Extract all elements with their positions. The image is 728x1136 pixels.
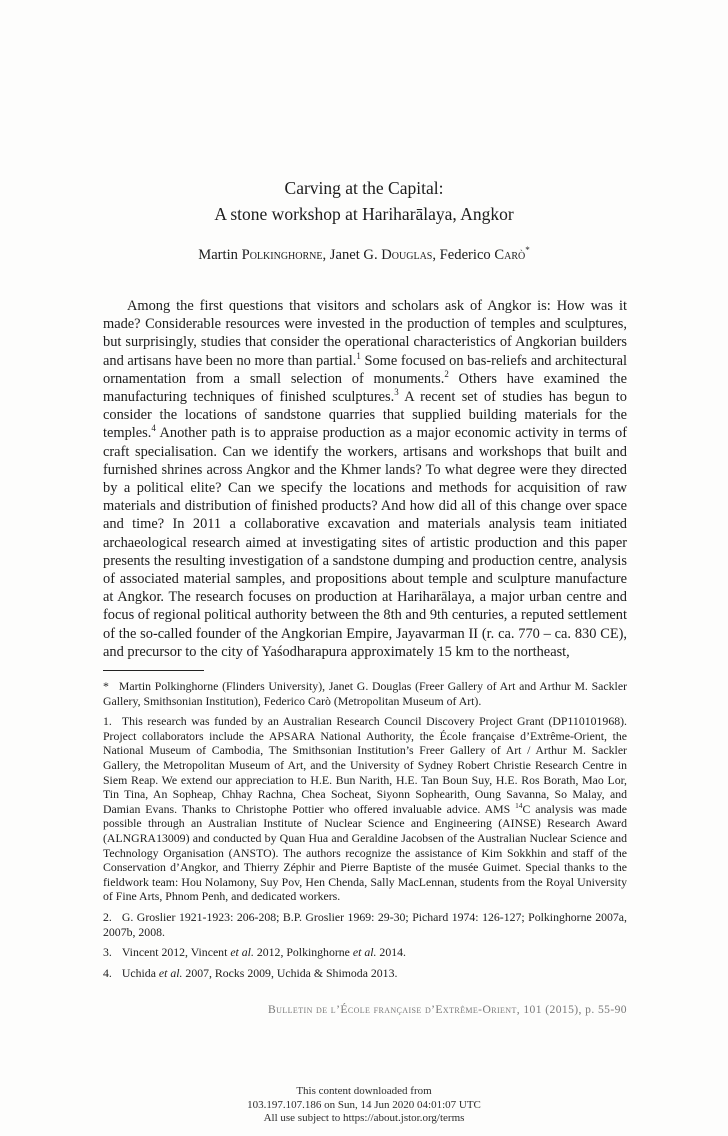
- footnote-marker: 4.: [103, 965, 112, 980]
- footnote-divider: [103, 670, 204, 671]
- footnote-asterisk: [103, 679, 627, 708]
- paper-title-line-1: Carving at the Capital:: [284, 178, 444, 198]
- footnote-marker: 2.: [103, 909, 112, 924]
- journal-name: Bulletin de l’École française d’Extrême-Orient: [268, 1003, 517, 1016]
- footnote-3: [103, 945, 627, 960]
- footnote-text: Uchida et al. 2007, Rocks 2009, Uchida & Shimoda 2013.: [121, 965, 398, 980]
- footnote-marker: 3.: [103, 945, 112, 960]
- body-paragraph: Among the first questions that visitors and scholars ask of Angkor is: How was it made? Considerable resources were invested in the production of temples and sculptures, but surprisingly, studies that consider the operational characteristics of Angkorian builders and artisans have been no more than partial.$^1$ Some focused on bas-reliefs and architectural ornamentation from a small selection of monuments.$^2$ Others have examined the manufacturing techniques of finished sculptures.$^3$ A recent set of studies has begun to consider the locations of sandstone quarries that supplied building materials for the temples.$^4$ Another path is to appraise production as a major economic activity in terms of craft specialisation. Can we identify the workers, artisans and workshops that built and furnished shrines across Angkor and the Khmer lands? To what degree were they directed by a political elite? Can we specify the locations and methods for acquisition of raw materials and distribution of finished products? And how did all of this change over space and time? In 2011 a collaborative excavation and materials analysis team initiated archaeological research aimed at investigating sites of artistic production and this paper presents the resulting investigation of a sandstone dumping and production centre, analysis of associated material samples, and propositions about temple and sculpture manufacture at Angkor. The research focuses on production at Hariharālaya, a major urban centre and focus of regional political authority between the 8th and 9th centuries, a reputed settlement of the so-called founder of the Angkorian Empire, Jayavarman II (r. ca. 770 – ca. 830 CE), and precursor to the city of Yaśodharapura approximately 15 km to the northeast,: [103, 298, 628, 660]
- jstor-footer: [0, 1085, 728, 1126]
- jstor-downloaded-from-line: This content downloaded from: [296, 1085, 432, 1097]
- footnotes-section: [103, 679, 627, 986]
- journal-issue-pages: , 101 (2015), p. 55-90: [516, 1003, 627, 1016]
- journal-citation: [103, 1003, 627, 1016]
- footnote-text: G. Groslier 1921-1923: 206-208; B.P. Groslier 1969: 29-30; Pichard 1974: 126-127; Polkinghorne 2007a, 2007b, 2008.: [103, 909, 627, 939]
- paper-title-line-2: A stone workshop at Hariharālaya, Angkor: [214, 204, 514, 224]
- jstor-terms-line: All use subject to https://about.jstor.org/terms: [263, 1112, 465, 1125]
- paper-title: [0, 175, 728, 227]
- footnote-1: [103, 714, 627, 904]
- jstor-ip-timestamp-line: 103.197.107.186 on Sun, 14 Jun 2020 04:01:07 UTC: [247, 1098, 481, 1111]
- footnote-marker: 1.: [103, 714, 112, 729]
- authors-byline: Martin Polkinghorne, Janet G. Douglas, Federico Carò*: [198, 245, 530, 263]
- footnote-text: This research was funded by an Australian Research Council Discovery Project Grant (DP110101968). Project collaborators include the APSARA National Authority, the École française d’Extrême-Orient, the National Museum of Cambodia, The Smithsonian Institution’s Freer Gallery of Art / Arthur M. Sackler Gallery, the Metropolitan Museum of Art, and the University of Sydney Robert Christie Research Centre in Siem Reap. We extend our appreciation to H.E. Bun Narith, H.E. Tan Boun Suy, H.E. Ros Borath, Mao Lor, Tin Tina, An Sopheap, Chhay Rachna, Chea Socheat, Siyonn Sophearith, Oung Savanna, So Malay, and Damian Evans. Thanks to Christophe Pottier who offered invaluable advice. AMS $^{14}$C analysis was made possible through an Australian Institute of Nuclear Science and Engineering (AINSE) Research Award (ALNGRA13009) and conducted by Quan Hua and Geraldine Jacobsen of the Australian Nuclear Science and Technology Organisation (ANSTO). The authors recognize the assistance of Kim Sokkhin and staff of the Conservation d’Angkor, and Thierry Zéphir and Pierre Baptiste of the musée Guimet. Special thanks to the fieldwork team: Hou Nolamony, Suy Pov, Hen Chenda, Sally MacLennan, students from the Royal University of Fine Arts, Phnom Penh, and dedicated workers.: [103, 714, 627, 904]
- footnote-4: [103, 966, 627, 981]
- footnote-text: Martin Polkinghorne (Flinders University), Janet G. Douglas (Freer Gallery of Art and Arthur M. Sackler Gallery, Smithsonian Institution), Federico Carò (Metropolitan Museum of Art).: [103, 679, 627, 708]
- footnote-marker: *: [103, 679, 109, 693]
- footnote-text: Vincent 2012, Vincent et al. 2012, Polkinghorne et al. 2014.: [121, 945, 406, 960]
- footnote-2: [103, 910, 627, 939]
